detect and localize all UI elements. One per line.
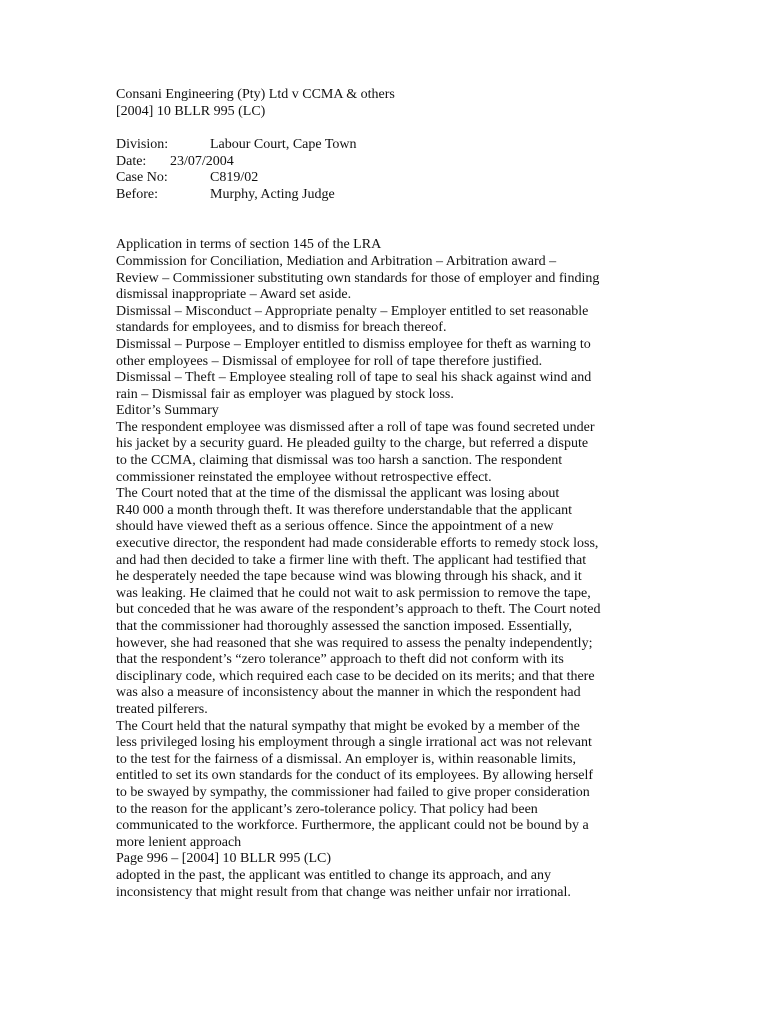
body-text-line: to be swayed by sympathy, the commissioner had failed to give proper consideration	[116, 784, 590, 800]
date-value: 23/07/2004	[170, 153, 234, 169]
division-label: Division:	[116, 136, 169, 152]
body-text-line: that the respondent’s “zero tolerance” approach to theft did not conform with its	[116, 652, 564, 668]
body-text-line: was also a measure of inconsistency about the manner in which the respondent had	[116, 685, 581, 701]
body-text-line: more lenient approach	[116, 834, 242, 850]
body-text-line: less privileged losing his employment through a single irrational act was not relevant	[116, 735, 592, 751]
citation: [2004] 10 BLLR 995 (LC)	[116, 103, 266, 119]
before-row	[116, 187, 656, 204]
body-text-line: dismissal inappropriate – Award set aside.	[116, 287, 352, 303]
body-text-line: treated pilferers.	[116, 701, 208, 717]
case-number-row	[116, 170, 656, 187]
body-text-line: and had then decided to take a firmer line with theft. The applicant had testified that	[116, 552, 587, 568]
body-text-line: to the reason for the applicant’s zero-tolerance policy. That policy had been	[116, 801, 538, 817]
body-text-line: but conceded that he was aware of the respondent’s approach to theft. The Court noted	[116, 602, 601, 618]
body-text-line: The respondent employee was dismissed after a roll of tape was found secreted under	[116, 419, 595, 435]
body-text-line: adopted in the past, the applicant was entitled to change its approach, and any	[116, 867, 552, 883]
document-content	[116, 87, 656, 901]
body-text-line: was leaking. He claimed that he could not wait to ask permission to remove the tape,	[116, 585, 591, 601]
body-text-line: Dismissal – Theft – Employee stealing roll of tape to seal his shack against wind and	[116, 370, 592, 386]
body-text-line: Page 996 – [2004] 10 BLLR 995 (LC)	[116, 851, 332, 867]
division-value: Labour Court, Cape Town	[210, 136, 357, 152]
case-number-value: C819/02	[210, 170, 259, 186]
spacer	[116, 120, 656, 137]
body-text-line: executive director, the respondent had made considerable efforts to remedy stock loss,	[116, 536, 599, 552]
body-text-line: The Court noted that at the time of the dismissal the applicant was losing about	[116, 486, 560, 502]
date-row	[116, 154, 656, 171]
body-text-line: commissioner reinstated the employee without retrospective effect.	[116, 469, 492, 485]
body-text-line: Dismissal – Misconduct – Appropriate penalty – Employer entitled to set reasonable	[116, 303, 589, 319]
body-text-line: his jacket by a security guard. He pleaded guilty to the charge, but referred a dispute	[116, 436, 589, 452]
body-text-line: communicated to the workforce. Furthermore, the applicant could not be bound by a	[116, 818, 589, 834]
body-text-line: R40 000 a month through theft. It was therefore understandable that the applicant	[116, 502, 573, 518]
body-text-line: to the test for the fairness of a dismissal. An employer is, within reasonable limits,	[116, 751, 576, 767]
before-value: Murphy, Acting Judge	[210, 186, 335, 202]
body-text-line: disciplinary code, which required each case to be decided on its merits; and that there	[116, 668, 595, 684]
body-text-line: he desperately needed the tape because wind was blowing through his shack, and it	[116, 569, 582, 585]
body-text-line: Review – Commissioner substituting own standards for those of employer and finding	[116, 270, 600, 286]
body-text-line: The Court held that the natural sympathy that might be evoked by a member of the	[116, 718, 580, 734]
division-row	[116, 137, 656, 154]
body-text-line: Commission for Conciliation, Mediation and Arbitration – Arbitration award –	[116, 253, 557, 269]
body-text-line: inconsistency that might result from that change was neither unfair nor irrational.	[116, 884, 571, 900]
body-text-line: however, she had reasoned that she was required to assess the penalty independently;	[116, 635, 593, 651]
before-label: Before:	[116, 186, 158, 202]
body-text-line: Editor’s Summary	[116, 403, 219, 419]
body-text-line: to the CCMA, claiming that dismissal was too harsh a sanction. The respondent	[116, 453, 563, 469]
case-title: Consani Engineering (Pty) Ltd v CCMA & others	[116, 87, 395, 102]
body-text-line: Application in terms of section 145 of the LRA	[116, 237, 382, 253]
document-body	[116, 237, 656, 901]
spacer	[116, 203, 656, 237]
body-text-line: entitled to set its own standards for the conduct of its employees. By allowing herself	[116, 768, 594, 784]
body-text-line: that the commissioner had thoroughly assessed the sanction imposed. Essentially,	[116, 619, 572, 635]
date-label: Date:	[116, 153, 147, 169]
body-text-line: standards for employees, and to dismiss for breach thereof.	[116, 320, 447, 336]
body-text-line: should have viewed theft as a serious offence. Since the appointment of a new	[116, 519, 554, 535]
case-number-label: Case No:	[116, 170, 168, 186]
body-text-line: other employees – Dismissal of employee for roll of tape therefore justified.	[116, 353, 543, 369]
body-text-line: Dismissal – Purpose – Employer entitled to dismiss employee for theft as warning to	[116, 336, 591, 352]
body-text-line: rain – Dismissal fair as employer was plagued by stock loss.	[116, 386, 454, 402]
